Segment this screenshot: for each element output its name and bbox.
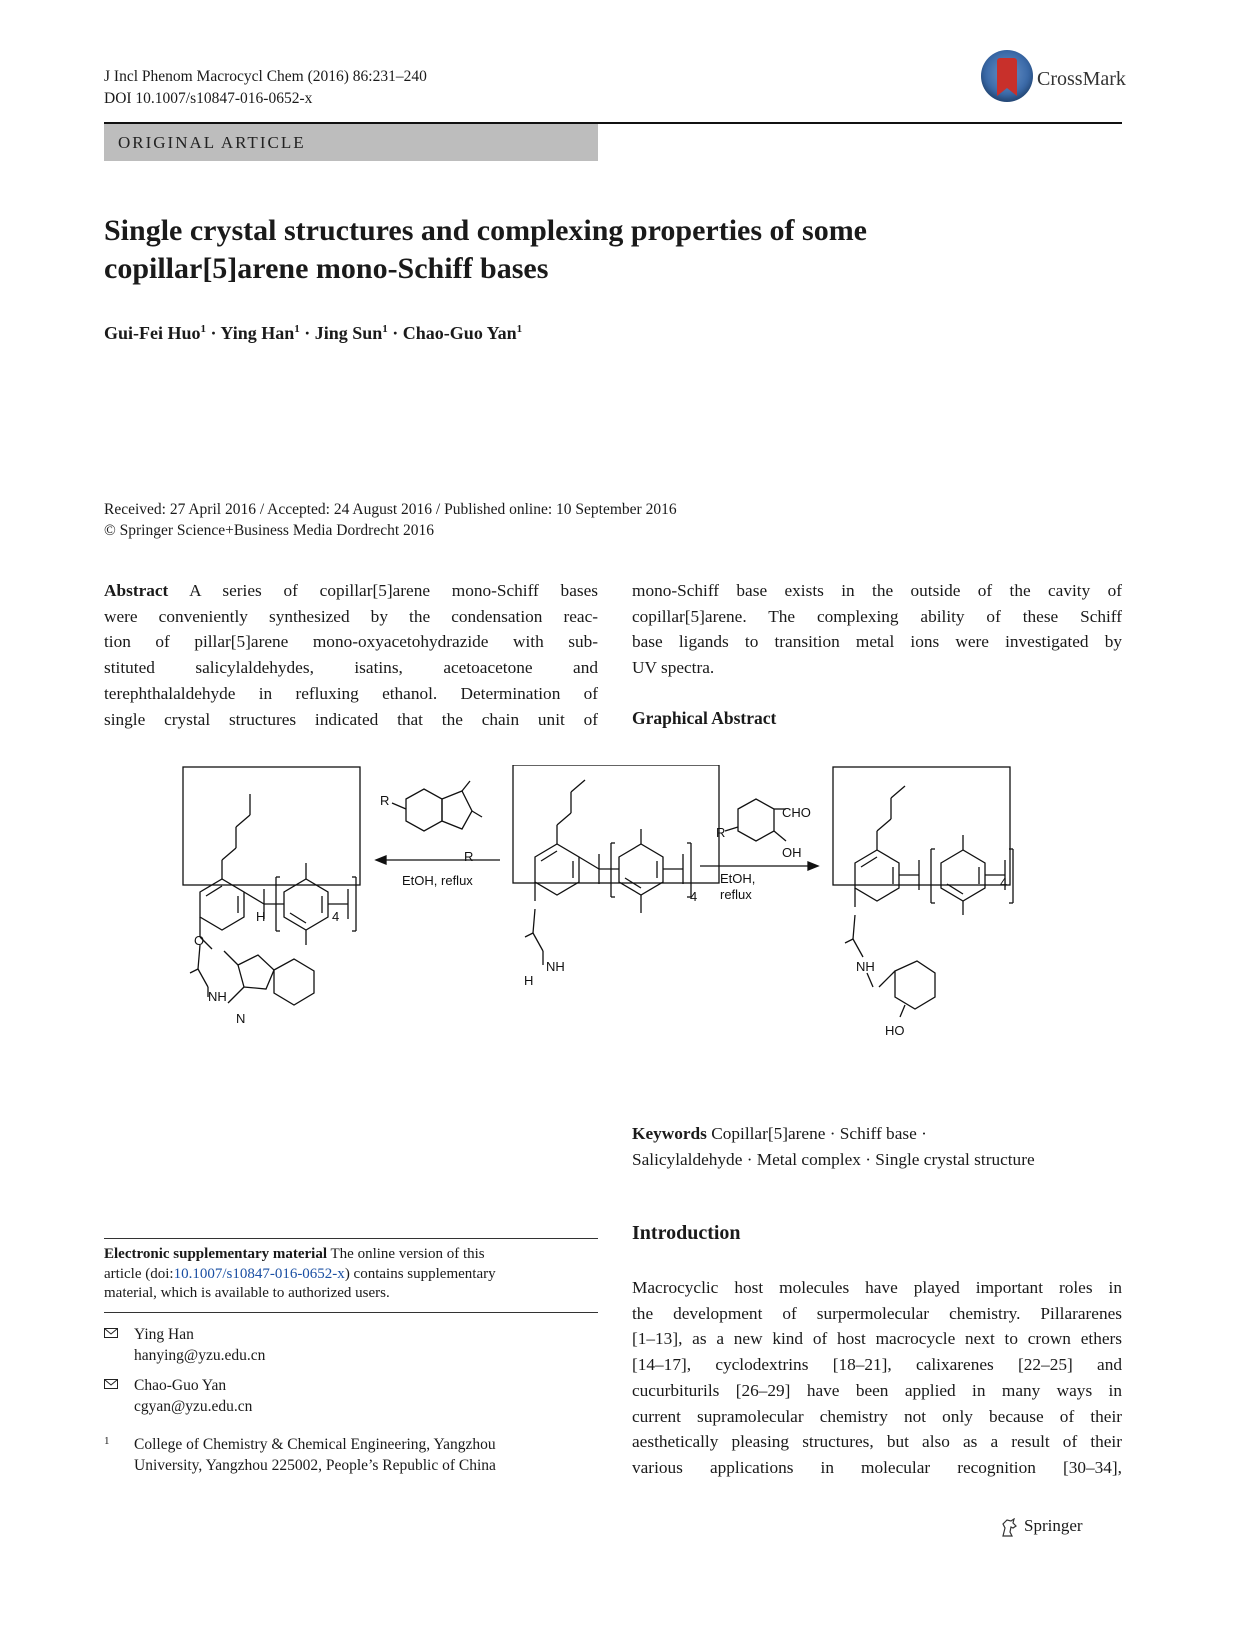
- esm-text: The online version of this: [330, 1246, 485, 1262]
- right-arrow-label: reflux: [720, 887, 752, 902]
- doi-line: DOI 10.1007/s10847-016-0652-x: [104, 90, 313, 107]
- cho-label: CHO: [782, 805, 811, 820]
- intro-line: Macrocyclic host molecules have played important roles in: [632, 1278, 1122, 1297]
- o-label: O: [194, 933, 205, 948]
- intro-line: the development of surpermolecular chemistry. Pillararenes: [632, 1303, 1122, 1323]
- intro-line: various applications in molecular recognition [30–34],: [632, 1457, 1122, 1477]
- nh-label: NH: [856, 959, 875, 974]
- intro-line: cucurbiturils [26–29] have been applied in many ways in: [632, 1380, 1122, 1400]
- graphical-abstract-heading: Graphical Abstract: [632, 708, 777, 728]
- publisher-name: Springer: [1024, 1516, 1083, 1535]
- article-type-label: ORIGINAL ARTICLE: [118, 133, 306, 152]
- intro-line: [14–17], cyclodextrins [18–21], calixarenes [22–25] and: [632, 1355, 1122, 1375]
- abstract-line: tion of pillar[5]arene mono-oxyacetohydrazide with sub-: [104, 632, 598, 652]
- h2n-label: H: [524, 973, 534, 988]
- contact-name: Chao-Guo Yan: [134, 1377, 227, 1394]
- crossmark-label: CrossMark: [1037, 68, 1126, 90]
- crossmark-badge[interactable]: [981, 48, 1126, 108]
- doi-link[interactable]: 10.1007/s10847-016-0652-x: [173, 1265, 345, 1282]
- title-line: Single crystal structures and complexing properties of some: [104, 214, 867, 247]
- author[interactable]: Gui-Fei Huo$^1$: [104, 323, 207, 343]
- abstract-line: A series of copillar[5]arene mono-Schiff bases: [189, 581, 598, 600]
- repeat-count-label: 4: [332, 909, 340, 924]
- keywords: [632, 1121, 1122, 1172]
- r2-label: R: [464, 849, 474, 864]
- envelope-icon: [104, 1328, 118, 1338]
- crossmark-icon: [981, 50, 1033, 102]
- reaction-scheme: [170, 765, 1070, 1065]
- author[interactable]: Chao-Guo Yan$^1$: [402, 323, 523, 343]
- abstract-line: copillar[5]arene. The complexing ability of these Schiff: [632, 606, 1122, 626]
- contact-email[interactable]: hanying@yzu.edu.cn: [134, 1346, 266, 1364]
- contact-email[interactable]: cgyan@yzu.edu.cn: [134, 1397, 253, 1415]
- intro-line: aesthetically pleasing structures, but also as a result of their: [632, 1432, 1122, 1452]
- abstract-line: UV spectra.: [632, 658, 715, 678]
- article-title: [104, 212, 1004, 288]
- abstract-line: mono-Schiff base exists in the outside of the cavity of: [632, 581, 1122, 600]
- r1-label: R: [380, 793, 390, 808]
- r-label: R: [716, 825, 726, 840]
- journal-line: J Incl Phenom Macrocycl Chem (2016) 86:231–240: [104, 68, 427, 85]
- keywords-label: Keywords: [632, 1124, 707, 1143]
- envelope-icon: [104, 1379, 118, 1389]
- author-separator: ·: [299, 323, 315, 343]
- affiliation-line: College of Chemistry & Chemical Engineering, Yangzhou: [134, 1436, 496, 1453]
- article-type-banner: [104, 124, 598, 161]
- abstract-line: stituted salicylaldehydes, isatins, acetoacetone and: [104, 658, 598, 678]
- pillararene-box: [183, 767, 360, 885]
- affiliation-number: 1: [104, 1435, 110, 1447]
- copyright-line: © Springer Science+Business Media Dordrecht 2016: [104, 522, 435, 539]
- nh-label: NH: [546, 959, 565, 974]
- author-separator: ·: [206, 323, 221, 343]
- author[interactable]: Ying Han$^1$: [220, 323, 300, 343]
- publication-dates: [104, 499, 677, 541]
- abstract-line: single crystal structures indicated that the chain unit of: [104, 709, 598, 729]
- abstract-left: [104, 578, 598, 732]
- springer-horse-icon: [1000, 1518, 1018, 1538]
- introduction-text: [632, 1275, 1122, 1481]
- abstract-right: [632, 578, 1122, 681]
- supplementary-material-note: [104, 1245, 598, 1304]
- abstract-line: were conveniently synthesized by the condensation reac-: [104, 606, 598, 626]
- footnote-rule: [104, 1238, 598, 1239]
- oh-label: OH: [782, 845, 802, 860]
- intro-line: [1–13], as a new kind of host macrocycle next to crown ethers: [632, 1329, 1122, 1349]
- author-separator: ·: [387, 323, 403, 343]
- esm-label: Electronic supplementary material: [104, 1246, 328, 1262]
- esm-text: ) contains supplementary: [344, 1265, 496, 1282]
- keywords-line: Salicylaldehyde · Metal complex · Single crystal structure: [632, 1149, 1035, 1169]
- repeat-count-label: 4: [690, 889, 698, 904]
- contact-name: Ying Han: [134, 1326, 194, 1343]
- contacts-rule: [104, 1312, 598, 1313]
- affiliation-line: University, Yangzhou 225002, People’s Republic of China: [134, 1457, 496, 1474]
- nh-label: NH: [208, 989, 227, 1004]
- esm-text: article (doi:: [104, 1265, 174, 1282]
- esm-text: material, which is available to authorized users.: [104, 1285, 390, 1301]
- keywords-line: Copillar[5]arene · Schiff base ·: [711, 1124, 927, 1143]
- abstract-line: base ligands to transition metal ions were investigated by: [632, 632, 1122, 652]
- repeat-count-label: 4: [1000, 875, 1008, 890]
- intro-line: current supramolecular chemistry not only because of their: [632, 1406, 1122, 1426]
- ho-label: HO: [885, 1023, 905, 1038]
- n-label: N: [236, 1011, 246, 1026]
- dates-line: Received: 27 April 2016 / Accepted: 24 August 2016 / Published online: 10 September 2016: [104, 501, 677, 518]
- title-line: copillar[5]arene mono-Schiff bases: [104, 252, 549, 285]
- h-label: H: [256, 909, 266, 924]
- abstract-label: Abstract: [104, 581, 169, 600]
- right-arrow-label: EtOH,: [720, 871, 756, 886]
- introduction-heading: Introduction: [632, 1222, 741, 1244]
- author-list: [104, 323, 522, 344]
- publisher-logo: [1024, 1516, 1083, 1536]
- left-arrow-label: EtOH, reflux: [402, 873, 473, 888]
- abstract-line: terephthalaldehyde in refluxing ethanol. Determination of: [104, 683, 598, 703]
- journal-citation: [104, 66, 427, 110]
- author[interactable]: Jing Sun$^1$: [314, 323, 388, 343]
